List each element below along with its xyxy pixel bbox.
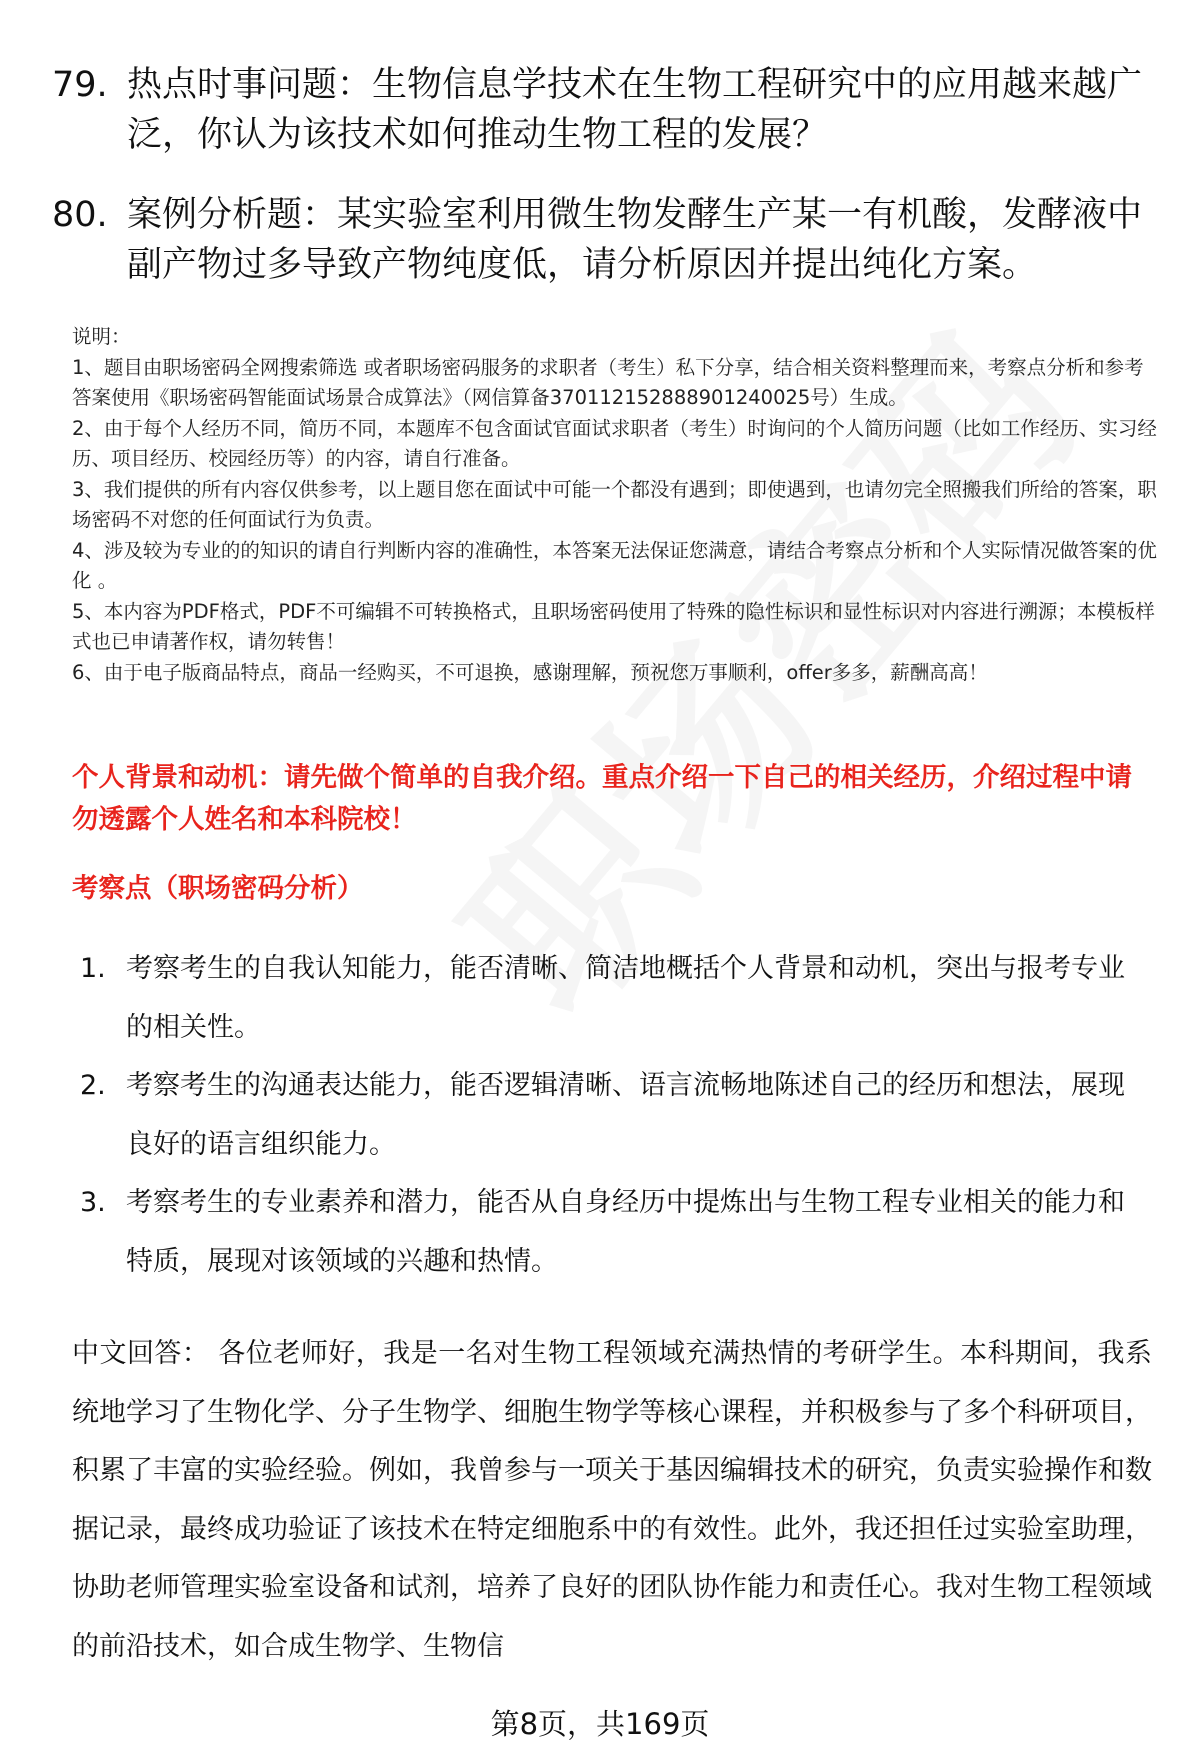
question-number: 79.	[52, 65, 108, 105]
point-text: 考察考生的自我认知能力，能否清晰、简洁地概括个人背景和动机，突出与报考专业的相关性。	[126, 953, 1125, 1043]
point-item	[80, 940, 1150, 1057]
notes-title: 说明：	[72, 325, 131, 348]
page-footer: 第8页，共169页	[490, 1707, 710, 1741]
points-heading: 考察点（职场密码分析）	[72, 873, 364, 904]
note-item: 2、由于每个人经历不同，简历不同，本题库不包含面试官面试求职者（考生）时询问的个人简历问题（比如工作经历、实习经历、项目经历、校园经历等）的内容，请自行准备。	[72, 416, 1157, 470]
point-text: 考察考生的专业素养和潜力，能否从自身经历中提炼出与生物工程专业相关的能力和特质，展现对该领域的兴趣和热情。	[126, 1187, 1125, 1277]
note-item: 5、本内容为PDF格式，PDF不可编辑不可转换格式，且职场密码使用了特殊的隐性标识和显性标识对内容进行溯源；本模板样式也已申请著作权，请勿转售！	[72, 599, 1155, 653]
point-text: 考察考生的沟通表达能力，能否逻辑清晰、语言流畅地陈述自己的经历和想法，展现良好的语言组织能力。	[126, 1070, 1125, 1160]
point-item	[80, 1174, 1150, 1291]
note-item: 4、涉及较为专业的的知识的请自行判断内容的准确性，本答案无法保证您满意，请结合考察点分析和个人实际情况做答案的优化 。	[72, 538, 1157, 592]
question-80	[52, 190, 1152, 290]
point-number: 1.	[80, 953, 106, 984]
notes-section	[72, 322, 1162, 688]
points-list	[80, 940, 1150, 1291]
note-item: 6、由于电子版商品特点，商品一经购买，不可退换，感谢理解，预祝您万事顺利，offer多多，薪酬高高！	[72, 660, 988, 684]
question-79	[52, 60, 1152, 160]
point-number: 2.	[80, 1070, 106, 1101]
note-item: 1、题目由职场密码全网搜索筛选 或者职场密码服务的求职者（考生）私下分享，结合相关资料整理而来，考察点分析和参考答案使用《职场密码智能面试场景合成算法》（网信算备370112152888901240025号）生成。	[72, 355, 1144, 409]
question-text: 热点时事问题：生物信息学技术在生物工程研究中的应用越来越广泛，你认为该技术如何推动生物工程的发展？	[127, 65, 1143, 155]
answer-text: 中文回答： 各位老师好，我是一名对生物工程领域充满热情的考研学生。本科期间，我系统地学习了生物化学、分子生物学、细胞生物学等核心课程，并积极参与了多个科研项目，积累了丰富的实验经验。例如，我曾参与一项关于基因编辑技术的研究，负责实验操作和数据记录，最终成功验证了该技术在特定细胞系中的有效性。此外，我还担任过实验室助理，协助老师管理实验室设备和试剂，培养了良好的团队协作能力和责任心。我对生物工程领域的前沿技术，如合成生物学、生物信	[72, 1338, 1152, 1662]
question-text: 案例分析题：某实验室利用微生物发酵生产某一有机酸，发酵液中副产物过多导致产物纯度低，请分析原因并提出纯化方案。	[127, 195, 1143, 285]
point-number: 3.	[80, 1187, 106, 1218]
note-item: 3、我们提供的所有内容仅供参考，以上题目您在面试中可能一个都没有遇到；即使遇到，也请勿完全照搬我们所给的答案，职场密码不对您的任何面试行为负责。	[72, 477, 1157, 531]
point-item	[80, 1057, 1150, 1174]
question-number: 80.	[52, 195, 108, 235]
question-heading: 个人背景和动机：请先做个简单的自我介绍。重点介绍一下自己的相关经历，介绍过程中请勿透露个人姓名和本科院校！	[72, 762, 1132, 835]
